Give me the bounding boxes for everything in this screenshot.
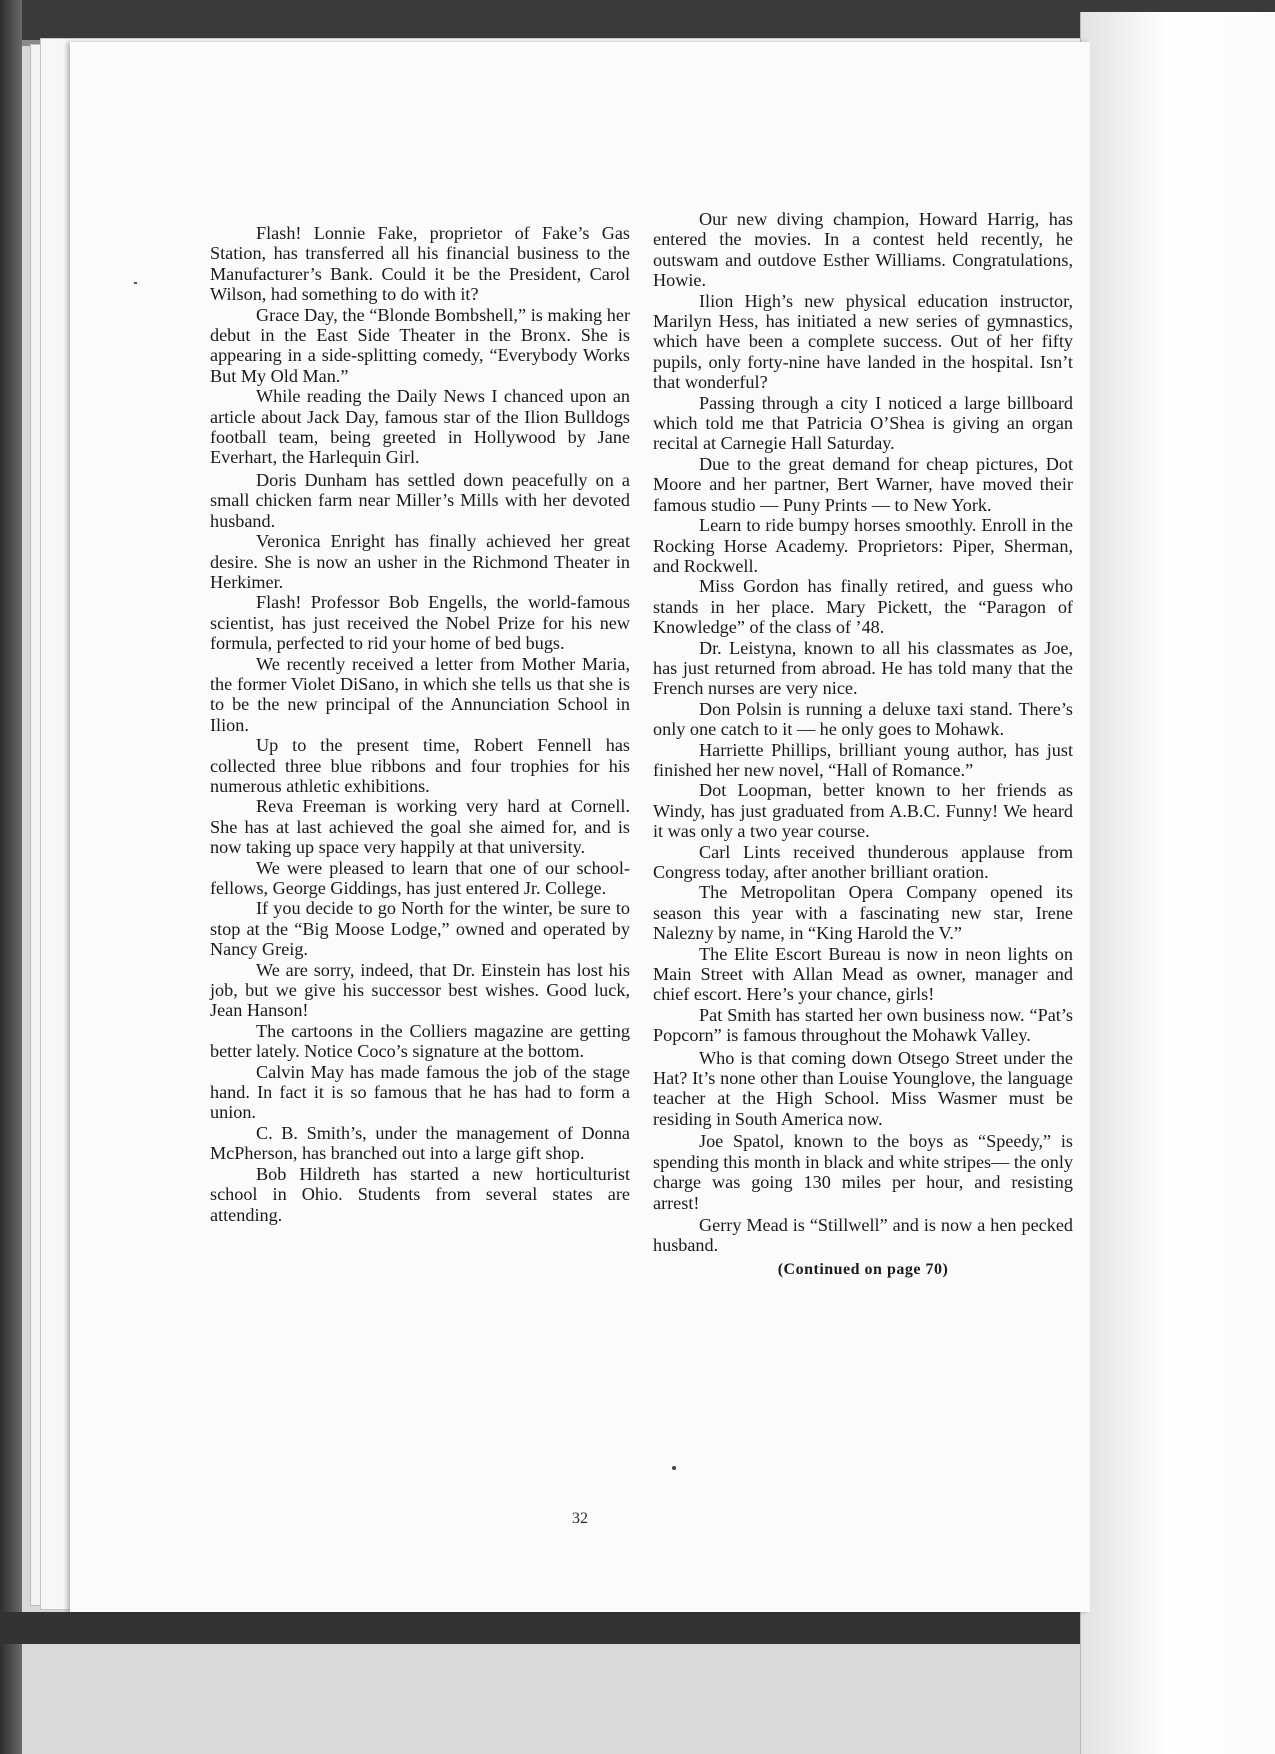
paragraph: We recently received a letter from Mother Maria, the former Violet DiSano, in which she tells us that she is to be the new principal of the Annunciation School in Ilion. bbox=[210, 653, 630, 735]
stray-mark bbox=[134, 282, 137, 284]
paragraph: The Metropolitan Opera Company opened its season this year with a fascinating new star, Irene Nalezny by name, in “King Harold the V.” bbox=[653, 882, 1073, 944]
yearbook-page bbox=[70, 42, 1090, 1612]
paragraph: Flash! Lonnie Fake, proprietor of Fake’s Gas Station, has transferred all his financial business to the Manufacturer’s Bank. Could it be the President, Carol Wilson, had something to do with it? bbox=[210, 223, 630, 305]
paragraph: Grace Day, the “Blonde Bombshell,” is making her debut in the East Side Theater in the Bronx. She is appearing in a side-splitting comedy, “Everybody Works But My Old Man.” bbox=[210, 304, 630, 386]
paragraph: Up to the present time, Robert Fennell has collected three blue ribbons and four trophies for his numerous athletic exhibitions. bbox=[210, 735, 630, 796]
paragraph: Flash! Professor Bob Engells, the world-famous scientist, has just received the Nobel Prize for his new formula, perfected to rid your home of bed bugs. bbox=[210, 592, 630, 654]
continued-note: (Continued on page 70) bbox=[777, 1260, 949, 1278]
paragraph: Reva Freeman is working very hard at Cornell. She has at last achieved the goal she aimed for, and is now taking up space very happily at that university. bbox=[210, 796, 630, 858]
paragraph: Learn to ride bumpy horses smoothly. Enroll in the Rocking Horse Academy. Proprietors: Piper, Sherman, and Rockwell. bbox=[653, 515, 1073, 576]
paragraph: The Elite Escort Bureau is now in neon lights on Main Street with Allan Mead as owner, manager and chief escort. Here’s your chance, girls! bbox=[653, 943, 1073, 1005]
page-number: 32 bbox=[572, 1510, 588, 1527]
paragraph: While reading the Daily News I chanced upon an article about Jack Day, famous star of the Ilion Bulldogs football team, being greeted in Hollywood by Jane Everhart, the Harlequin Girl. bbox=[210, 386, 630, 468]
paragraph: We are sorry, indeed, that Dr. Einstein has lost his job, but we give his successor best wishes. Good luck, Jean Hanson! bbox=[210, 959, 630, 1021]
paragraph: Ilion High’s new physical education instructor, Marilyn Hess, has initiated a new series of gymnastics, which have been a complete success. Out of her fifty pupils, only forty-nine have landed in the hospital. Isn’t that wonderful? bbox=[653, 290, 1073, 393]
left-column bbox=[210, 223, 630, 1225]
paragraph: Harriette Phillips, brilliant young author, has just finished her new novel, “Hall of Romance.” bbox=[653, 739, 1073, 780]
paragraph: Dr. Leistyna, known to all his classmates as Joe, has just returned from abroad. He has told many that the French nurses are very nice. bbox=[653, 637, 1073, 699]
facing-page-curl bbox=[1080, 12, 1275, 1754]
paragraph: Passing through a city I noticed a large billboard which told me that Patricia O’Shea is giving an organ recital at Carnegie Hall Saturday. bbox=[653, 392, 1073, 454]
paragraph: The cartoons in the Colliers magazine are getting better lately. Notice Coco’s signature at the bottom. bbox=[210, 1020, 630, 1062]
paragraph: Calvin May has made famous the job of the stage hand. In fact it is so famous that he has had to form a union. bbox=[210, 1061, 630, 1123]
paragraph: If you decide to go North for the winter, be sure to stop at the “Big Moose Lodge,” owned and operated by Nancy Greig. bbox=[210, 898, 630, 960]
binder-edge bbox=[0, 0, 22, 1754]
paragraph: Due to the great demand for cheap pictures, Dot Moore and her partner, Bert Warner, have moved their famous studio — Puny Prints — to New York. bbox=[653, 453, 1073, 515]
paragraph: Dot Loopman, better known to her friends as Windy, has just graduated from A.B.C. Funny! We heard it was only a two year course. bbox=[653, 780, 1073, 842]
right-column bbox=[653, 209, 1073, 1280]
paragraph: Carl Lints received thunderous applause from Congress today, after another brilliant oration. bbox=[653, 841, 1073, 882]
paragraph: Our new diving champion, Howard Harrig, has entered the movies. In a contest held recently, he outswam and outdove Esther Williams. Congratulations, Howie. bbox=[653, 209, 1073, 291]
paragraph: Joe Spatol, known to the boys as “Speedy,” is spending this month in black and white stripes— the only charge was going 130 miles per hour, and resisting arrest! bbox=[653, 1131, 1073, 1213]
paragraph: We were pleased to learn that one of our school-fellows, George Giddings, has just entered Jr. College. bbox=[210, 857, 630, 898]
paragraph: Doris Dunham has settled down peacefully on a small chicken farm near Miller’s Mills with her devoted husband. bbox=[210, 469, 630, 531]
paragraph: Gerry Mead is “Stillwell” and is now a hen pecked husband. bbox=[653, 1214, 1073, 1256]
ink-dot bbox=[672, 1466, 676, 1470]
paragraph: Who is that coming down Otsego Street under the Hat? It’s none other than Louise Younglove, the language teacher at the High School. Miss Wasmer must be residing in South America now. bbox=[653, 1047, 1073, 1129]
paragraph: Bob Hildreth has started a new horticulturist school in Ohio. Students from several states are attending. bbox=[210, 1163, 630, 1225]
paragraph: Pat Smith has started her own business now. “Pat’s Popcorn” is famous throughout the Mohawk Valley. bbox=[653, 1004, 1073, 1046]
paragraph: Veronica Enright has finally achieved her great desire. She is now an usher in the Richmond Theater in Herkimer. bbox=[210, 531, 630, 592]
paragraph: C. B. Smith’s, under the management of Donna McPherson, has branched out into a large gift shop. bbox=[210, 1122, 630, 1164]
paragraph: Miss Gordon has finally retired, and guess who stands in her place. Mary Pickett, the “Paragon of Knowledge” of the class of ’48. bbox=[653, 576, 1073, 638]
paragraph: Don Polsin is running a deluxe taxi stand. There’s only one catch to it — he only goes to Mohawk. bbox=[653, 698, 1073, 740]
